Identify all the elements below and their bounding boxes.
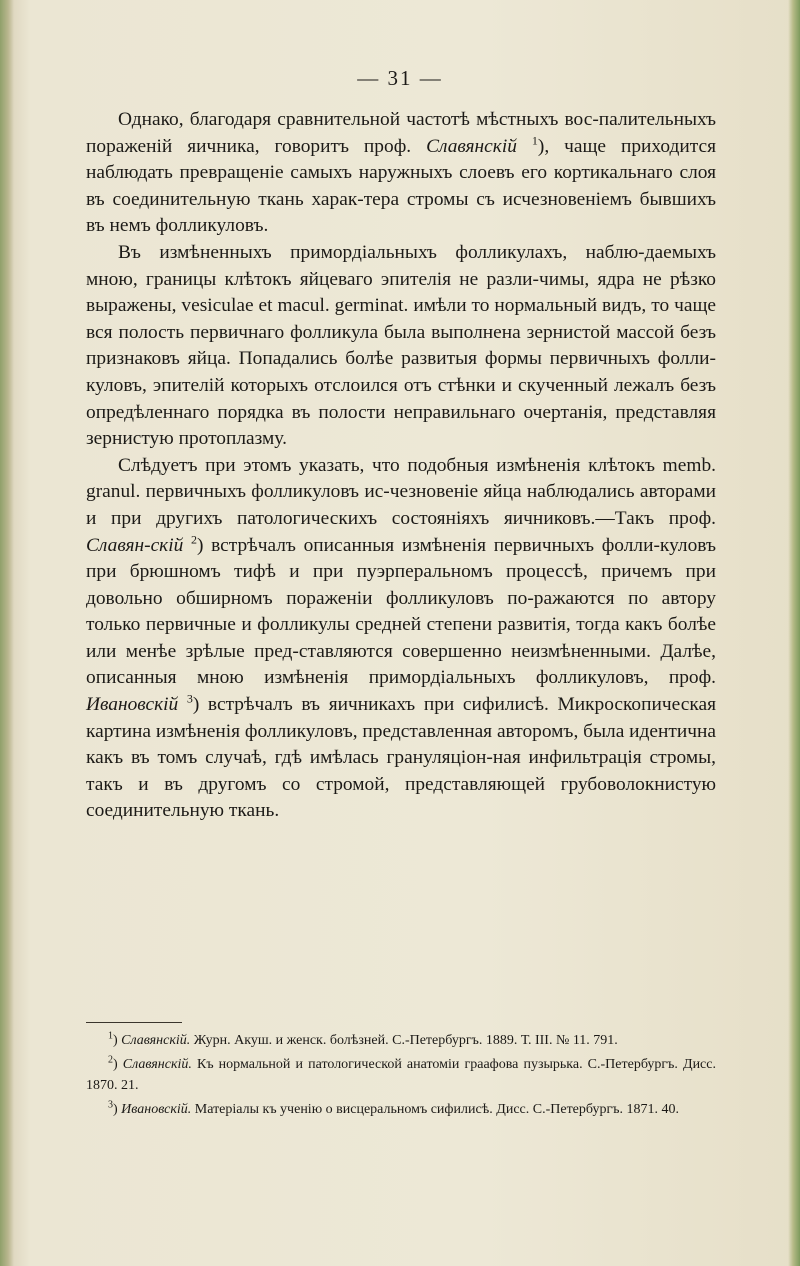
footnote-author: Славянскій. <box>122 1057 192 1072</box>
footnotes <box>86 1030 716 1123</box>
footnote-marker: 3 <box>186 691 193 706</box>
page-number: — 31 — <box>357 66 443 90</box>
paragraph-text: Однако, благодаря сравнительной частотѣ мѣстныхъ вос-палительныхъ пораженій яичника, говоритъ проф. <box>86 109 716 157</box>
author-name: Ивановскій <box>86 694 179 716</box>
author-name: Славянскій <box>426 135 517 157</box>
paragraph-text: ) встрѣчалъ въ яичникахъ при сифилисѣ. Микроскопическая картина измѣненія фолликуловъ, представленная авторомъ, была идентична какъ въ томъ случаѣ, гдѣ имѣлась грануляціон-ная инфильтрація стромы, такъ и въ другомъ со стромой, представляющей грубоволокнистую соединительную ткань. <box>86 694 716 822</box>
author-name: Славян-скій <box>86 534 184 556</box>
paragraph-2 <box>86 240 716 453</box>
paragraph-text: ) встрѣчалъ описанныя измѣненія первичныхъ фолли-куловъ при брюшномъ тифѣ и при пуэрперальномъ процессѣ, причемъ при довольно обширномъ пораженіи фолликуловъ по-ражаются по автору только первичные и фолликулы средней степени развитія, тогда какъ болѣе или менѣе зрѣлые пред-ставляются совершенно неизмѣненными. Далѣе, описанныя мною измѣненія примордіальныхъ фолликуловъ, проф. <box>86 534 716 689</box>
footnote-number: 2 <box>108 1054 113 1066</box>
footnote-number: 1 <box>108 1030 113 1042</box>
paragraph-3 <box>86 453 716 825</box>
footnote-number: 3 <box>108 1099 113 1111</box>
footnote-3: $^3$) Ивановскій. Матеріалы къ ученію о висцеральномъ сифилисѣ. Дисс. С.-Петербургъ. 1871. 40. <box>108 1099 679 1117</box>
footnote-1: $^1$) Славянскій. Журн. Акуш. и женск. болѣзней. С.-Петербургъ. 1889. Т. III. № 11. 791. <box>108 1030 618 1048</box>
paragraph-text: ), чаще приходится наблюдать превращеніе самыхъ наружныхъ слоевъ его кортикальнаго слоя въ соединительную ткань харак-тера стромы съ исчезновеніемъ бывшихъ въ немъ фолликуловъ. <box>86 135 716 237</box>
footnote-divider <box>86 1022 182 1023</box>
footnote-2: $^2$) Славянскій. Къ нормальной и патологической анатоміи граафова пузырька. С.-Петербургъ. Дисс. 1870. 21. <box>86 1054 716 1093</box>
page-edge-left <box>0 0 14 1266</box>
paragraph-text: Слѣдуетъ при этомъ указать, что подобныя измѣненія клѣтокъ memb. granul. первичныхъ фолликуловъ ис-чезновеніе яйца наблюдались авторами и при другихъ патологическихъ состояніяхъ яичниковъ.—Такъ проф. <box>86 454 716 529</box>
paragraph-text: Въ измѣненныхъ примордіальныхъ фолликулахъ, наблю-даемыхъ мною, границы клѣтокъ яйцеваго эпителія не разли-чимы, ядра не рѣзко выражены, vesiculae et macul. germinat. имѣли то нормальный видъ, то чаще вся полость первичнаго фолликула была выполнена зернистой массой безъ признаковъ яйца. Попадались болѣе развитыя формы первичныхъ фолли-куловъ, эпителій которыхъ отслоился отъ стѣнки и скученный лежалъ безъ опредѣленнаго порядка въ полости неправильнаго очертанія, представляя зернистую протоплазму. <box>86 241 716 450</box>
footnote-marker: 2 <box>191 532 197 547</box>
page-edge-right <box>788 0 800 1266</box>
footnote-author: Славянскій. <box>121 1033 191 1048</box>
footnote-marker: 1 <box>531 133 538 148</box>
footnote-author: Ивановскій. <box>121 1102 192 1117</box>
paragraph-1 <box>86 107 716 240</box>
footnote-text: Журн. Акуш. и женск. болѣзней. С.-Петербургъ. 1889. Т. III. № 11. 791. <box>190 1033 618 1048</box>
main-text <box>86 107 716 825</box>
footnote-text: Матеріалы къ ученію о висцеральномъ сифилисѣ. Дисс. С.-Петербургъ. 1871. 40. <box>191 1102 679 1117</box>
footnote-text: Къ нормальной и патологической анатоміи граафова пузырька. С.-Петербургъ. Дисс. 1870. 21. <box>86 1057 716 1093</box>
